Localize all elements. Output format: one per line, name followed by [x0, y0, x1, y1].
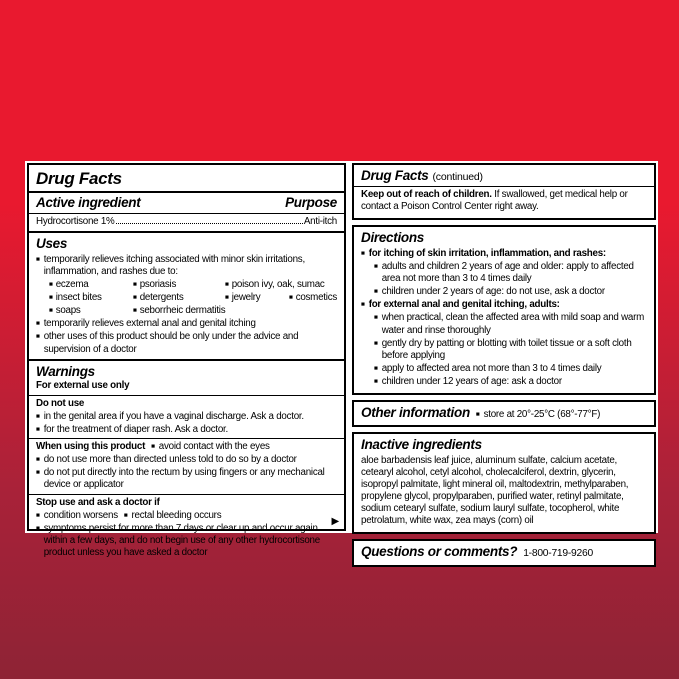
other-information-heading: Other information [361, 405, 470, 421]
warning-bullet: ■ do not put directly into the rectum by using fingers or any mechanical device or applicator [36, 467, 337, 491]
drug-facts-title: Drug Facts [361, 168, 429, 183]
directions-bullet: ■ adults and children 2 years of age and older: apply to affected area not more than 3 to 4 times daily [374, 261, 647, 285]
directions-bullet: ■ children under 2 years of age: do not use, ask a doctor [374, 286, 647, 298]
questions-box [352, 539, 656, 567]
dotted-leader [116, 223, 303, 224]
divider [29, 395, 344, 396]
warning-bullet: ■ do not use more than directed unless told to do so by a doctor [36, 454, 337, 466]
square-bullet-icon [36, 254, 40, 278]
square-bullet-icon [124, 510, 128, 522]
stop-use-heading: Stop use and ask a doctor if [36, 496, 160, 508]
square-bullet-icon [225, 279, 229, 291]
storage-info: store at 20°-25°C (68°-77°F) [483, 409, 601, 421]
square-bullet-icon [361, 299, 365, 311]
square-bullet-icon [225, 292, 229, 304]
drug-facts-label [25, 161, 658, 560]
continued-box [352, 163, 656, 220]
divider [354, 186, 654, 187]
condition-item: insect bites [55, 291, 102, 303]
square-bullet-icon [36, 411, 40, 423]
divider [29, 213, 344, 214]
square-bullet-icon [374, 312, 378, 336]
warnings-heading: Warnings [36, 364, 95, 380]
divider [29, 438, 344, 439]
condition-item: detergents [139, 291, 184, 303]
phone-number: 1-800-719-9260 [523, 548, 593, 560]
directions-bullet: ■ gently dry by patting or blotting with toilet tissue or a soft cloth before applying [374, 338, 647, 362]
directions-bullet: ■ children under 12 years of age: ask a doctor [374, 376, 647, 388]
square-bullet-icon [36, 331, 40, 355]
ingredient-purpose: Anti-itch [303, 215, 337, 227]
uses-heading: Uses [36, 236, 68, 252]
uses-condition-row [49, 305, 337, 317]
directions-bullet: ■ when practical, clean the affected area with mild soap and warm water and rinse thoroughly [374, 312, 647, 336]
section-divider [29, 359, 344, 362]
warning-inline-item: rectal bleeding occurs [131, 509, 222, 521]
square-bullet-icon [133, 305, 137, 317]
right-column [352, 163, 656, 560]
uses-bullet: ■ temporarily relieves itching associated with minor skin irritations, inflammation, and rashes due to: [36, 254, 337, 278]
square-bullet-icon [36, 523, 40, 559]
square-bullet-icon [374, 261, 378, 285]
square-bullet-icon [36, 318, 40, 330]
square-bullet-icon [133, 279, 137, 291]
do-not-use-heading: Do not use [36, 397, 85, 409]
inactive-ingredients-heading: Inactive ingredients [361, 437, 482, 453]
drug-facts-title: Drug Facts [36, 169, 122, 188]
square-bullet-icon [36, 467, 40, 491]
condition-item: psoriasis [139, 278, 177, 290]
when-using-row [36, 441, 337, 453]
square-bullet-icon [374, 376, 378, 388]
condition-item: cosmetics [295, 291, 337, 303]
active-ingredient-header-row [36, 195, 337, 211]
square-bullet-icon [374, 363, 378, 375]
square-bullet-icon [361, 248, 365, 260]
condition-item: seborrheic dermatitis [139, 305, 226, 317]
active-ingredient-heading: Active ingredient [36, 194, 141, 210]
continued-arrow-icon: ▶ [331, 516, 339, 527]
square-bullet-icon [151, 441, 155, 453]
stop-use-inline-row [36, 510, 337, 522]
purpose-heading: Purpose [285, 194, 337, 210]
condition-item: eczema [55, 278, 89, 290]
drug-facts-continued-title [361, 168, 647, 184]
continued-label: (continued) [432, 171, 483, 183]
inactive-ingredients-box [352, 432, 656, 534]
directions-heading: Directions [361, 230, 425, 246]
condition-item: soaps [55, 305, 81, 317]
uses-bullet: ■ other uses of this product should be only under the advice and supervision of a doctor [36, 331, 337, 355]
divider [29, 191, 344, 193]
square-bullet-icon [133, 292, 137, 304]
warning-bullet: ■ in the genital area if you have a vaginal discharge. Ask a doctor. [36, 411, 337, 423]
condition-item: jewelry [231, 291, 261, 303]
square-bullet-icon [374, 338, 378, 362]
directions-group-label: ■ for external anal and genital itching, adults: [361, 299, 647, 311]
questions-heading: Questions or comments? [361, 544, 518, 560]
square-bullet-icon [49, 279, 53, 291]
inactive-ingredients-list: aloe barbadensis leaf juice, aluminum sulfate, calcium acetate, cetearyl alcohol, cetyl alcohol, cholecalciferol, dextrin, glycerin, isopropyl palmitate, light mineral oil, maltodextrin, methylparaben, propylene glycol, propylparaben, purified water, retinyl palmitate, sodium cetearyl sulfate, sodium lauryl sulfate, tocopherol, white petrolatum, white wax, zea mays (corn) oil [361, 454, 629, 527]
divider [29, 494, 344, 495]
uses-condition-row [49, 292, 337, 304]
other-information-box [352, 400, 656, 427]
square-bullet-icon [49, 305, 53, 317]
section-divider [29, 231, 344, 234]
square-bullet-icon [49, 292, 53, 304]
uses-bullet: ■ temporarily relieves external anal and genital itching [36, 318, 337, 330]
square-bullet-icon [374, 286, 378, 298]
square-bullet-icon [476, 409, 480, 421]
left-column [27, 163, 346, 559]
uses-condition-row [49, 279, 337, 291]
active-ingredient-row [36, 216, 337, 228]
external-use-only: For external use only [36, 380, 130, 392]
warning-inline-item: condition worsens [43, 509, 118, 521]
square-bullet-icon [36, 424, 40, 436]
warning-inline-item: avoid contact with the eyes [158, 440, 270, 452]
directions-box [352, 225, 656, 395]
directions-bullet: ■ apply to affected area not more than 3 to 4 times daily [374, 363, 647, 375]
when-using-heading: When using this product [36, 440, 146, 452]
square-bullet-icon [36, 510, 40, 522]
square-bullet-icon [289, 292, 293, 304]
condition-item: poison ivy, oak, sumac [231, 278, 325, 290]
square-bullet-icon [36, 454, 40, 466]
warning-bullet: ■ for the treatment of diaper rash. Ask a doctor. [36, 424, 337, 436]
directions-group-label: ■ for itching of skin irritation, inflammation, and rashes: [361, 248, 647, 260]
keep-out-of-reach-text: Keep out of reach of children. If swallowed, get medical help or contact a Poison Control Center right away. [361, 189, 628, 213]
ingredient-name: Hydrocortisone 1% [36, 215, 115, 227]
warning-bullet: ■ symptoms persist for more than 7 days or clear up and occur again within a few days, and do not begin use of any other hydrocortisone product unless you have asked a doctor [36, 523, 337, 559]
